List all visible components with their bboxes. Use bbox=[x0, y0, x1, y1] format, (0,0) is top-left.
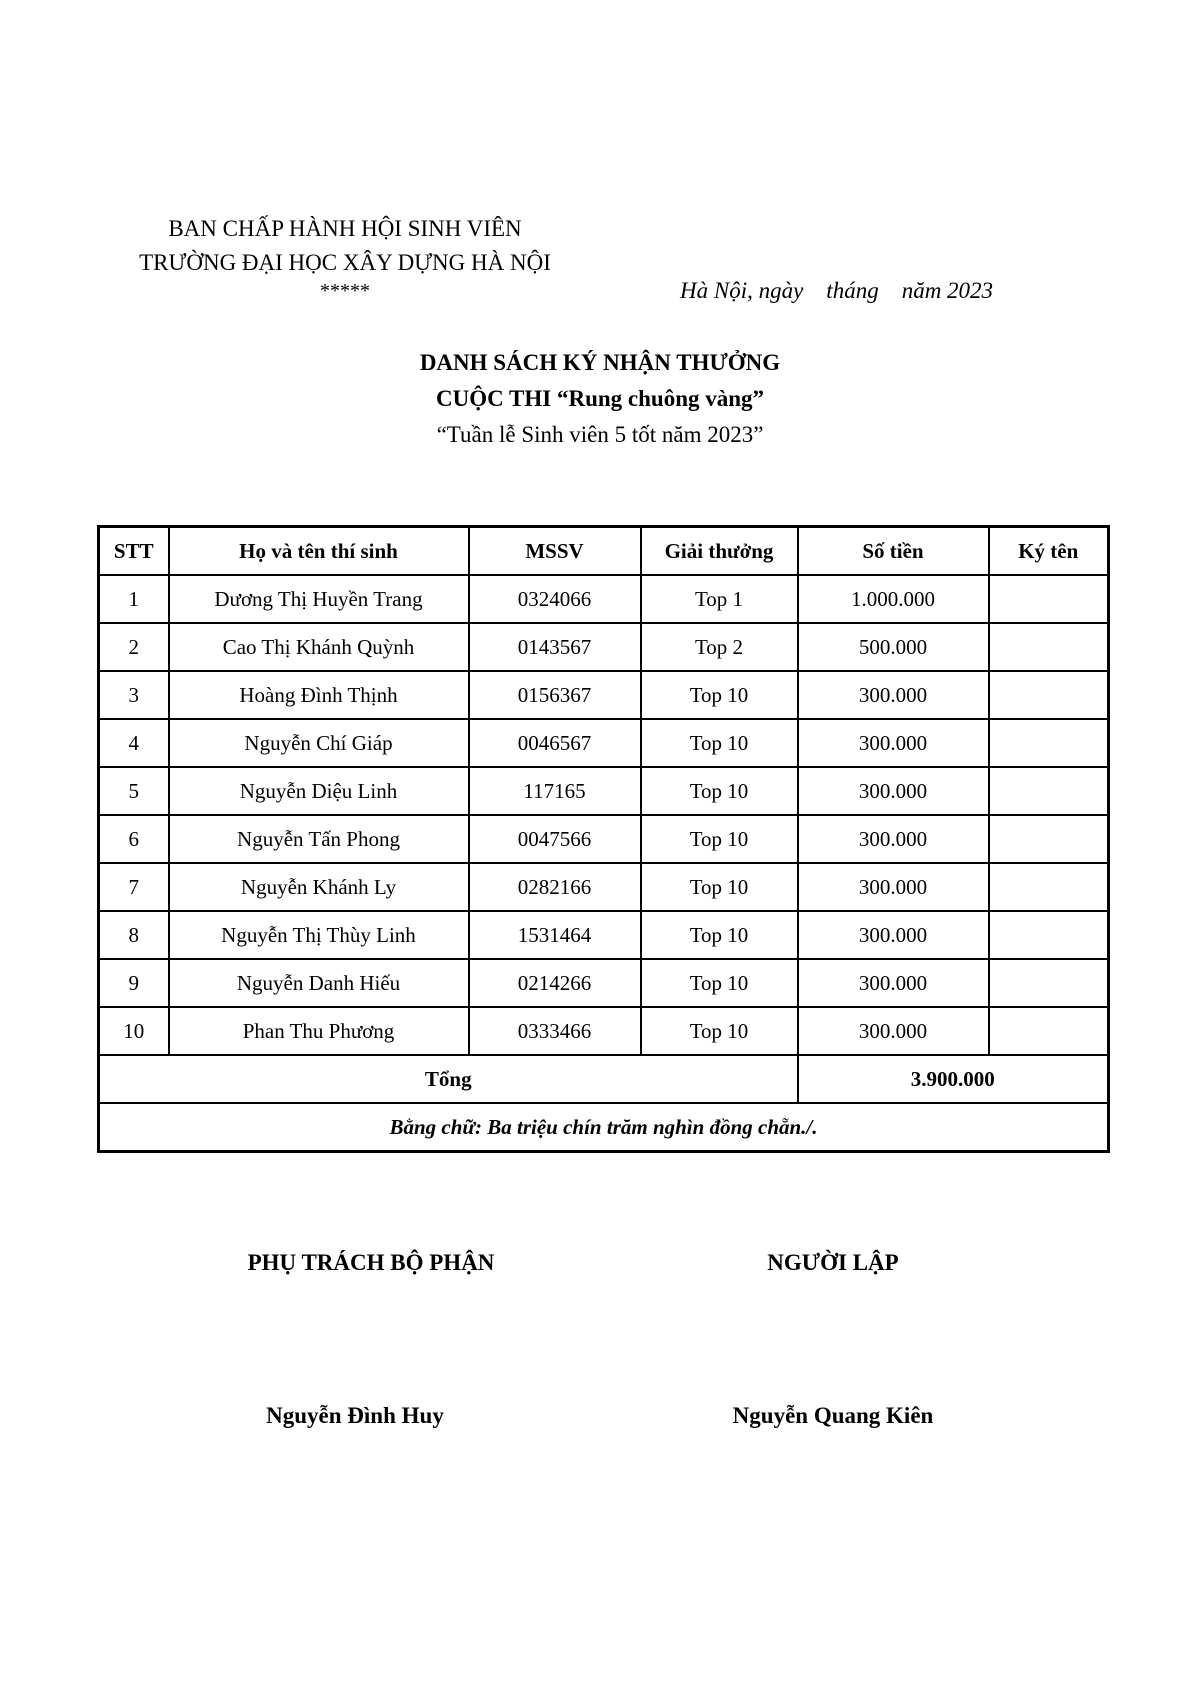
cell-stt: 10 bbox=[99, 1007, 169, 1055]
table-row bbox=[99, 911, 1109, 959]
table-row bbox=[99, 1007, 1109, 1055]
cell-stt: 3 bbox=[99, 671, 169, 719]
cell-amount: 300.000 bbox=[798, 815, 989, 863]
cell-mssv: 0282166 bbox=[469, 863, 641, 911]
table-row bbox=[99, 959, 1109, 1007]
awards-table bbox=[97, 525, 1110, 1153]
cell-mssv: 0324066 bbox=[469, 575, 641, 623]
cell-award: Top 10 bbox=[641, 863, 798, 911]
cell-name: Nguyễn Thị Thùy Linh bbox=[169, 911, 469, 959]
header-award: Giải thưởng bbox=[641, 527, 798, 576]
cell-award: Top 2 bbox=[641, 623, 798, 671]
table-row bbox=[99, 623, 1109, 671]
cell-signature bbox=[989, 911, 1109, 959]
cell-amount: 300.000 bbox=[798, 767, 989, 815]
preparer-name: Nguyễn Quang Kiên bbox=[732, 1403, 934, 1428]
document-title: DANH SÁCH KÝ NHẬN THƯỞNG bbox=[419, 350, 781, 375]
cell-amount: 300.000 bbox=[798, 671, 989, 719]
department-head-title: PHỤ TRÁCH BỘ PHẬN bbox=[247, 1250, 495, 1275]
cell-award: Top 1 bbox=[641, 575, 798, 623]
cell-mssv: 0143567 bbox=[469, 623, 641, 671]
total-value: 3.900.000 bbox=[798, 1055, 1109, 1103]
cell-amount: 300.000 bbox=[798, 863, 989, 911]
total-row bbox=[99, 1055, 1109, 1103]
cell-award: Top 10 bbox=[641, 815, 798, 863]
cell-mssv: 0333466 bbox=[469, 1007, 641, 1055]
document-date: Hà Nội, ngày tháng năm 2023 bbox=[680, 278, 994, 303]
cell-signature bbox=[989, 815, 1109, 863]
cell-signature bbox=[989, 863, 1109, 911]
cell-stt: 7 bbox=[99, 863, 169, 911]
cell-name: Nguyễn Chí Giáp bbox=[169, 719, 469, 767]
table-header-row bbox=[99, 527, 1109, 576]
header-amount: Số tiền bbox=[798, 527, 989, 576]
cell-name: Nguyễn Khánh Ly bbox=[169, 863, 469, 911]
cell-name: Phan Thu Phương bbox=[169, 1007, 469, 1055]
cell-award: Top 10 bbox=[641, 959, 798, 1007]
cell-signature bbox=[989, 671, 1109, 719]
cell-award: Top 10 bbox=[641, 911, 798, 959]
cell-award: Top 10 bbox=[641, 719, 798, 767]
cell-name: Nguyễn Diệu Linh bbox=[169, 767, 469, 815]
cell-name: Nguyễn Tấn Phong bbox=[169, 815, 469, 863]
preparer-title: NGƯỜI LẬP bbox=[767, 1250, 899, 1275]
table-row bbox=[99, 815, 1109, 863]
cell-amount: 300.000 bbox=[798, 1007, 989, 1055]
cell-stt: 6 bbox=[99, 815, 169, 863]
cell-mssv: 0047566 bbox=[469, 815, 641, 863]
cell-name: Hoàng Đình Thịnh bbox=[169, 671, 469, 719]
cell-award: Top 10 bbox=[641, 767, 798, 815]
cell-mssv: 0214266 bbox=[469, 959, 641, 1007]
cell-stt: 5 bbox=[99, 767, 169, 815]
amount-in-words: Bằng chữ: Ba triệu chín trăm nghìn đồng chẵn./. bbox=[99, 1103, 1109, 1152]
cell-mssv: 117165 bbox=[469, 767, 641, 815]
cell-signature bbox=[989, 575, 1109, 623]
org-separator: ***** bbox=[320, 280, 370, 302]
cell-amount: 300.000 bbox=[798, 719, 989, 767]
cell-stt: 2 bbox=[99, 623, 169, 671]
table-row bbox=[99, 671, 1109, 719]
cell-amount: 1.000.000 bbox=[798, 575, 989, 623]
table-row bbox=[99, 863, 1109, 911]
cell-stt: 8 bbox=[99, 911, 169, 959]
cell-name: Cao Thị Khánh Quỳnh bbox=[169, 623, 469, 671]
org-line-1: BAN CHẤP HÀNH HỘI SINH VIÊN bbox=[168, 216, 522, 241]
header-mssv: MSSV bbox=[469, 527, 641, 576]
cell-amount: 300.000 bbox=[798, 959, 989, 1007]
table-row bbox=[99, 767, 1109, 815]
cell-signature bbox=[989, 959, 1109, 1007]
header-name: Họ và tên thí sinh bbox=[169, 527, 469, 576]
contest-name: CUỘC THI “Rung chuông vàng” bbox=[435, 386, 765, 411]
cell-name: Nguyễn Danh Hiếu bbox=[169, 959, 469, 1007]
cell-stt: 9 bbox=[99, 959, 169, 1007]
cell-mssv: 0156367 bbox=[469, 671, 641, 719]
header-signature: Ký tên bbox=[989, 527, 1109, 576]
cell-award: Top 10 bbox=[641, 671, 798, 719]
table-row bbox=[99, 575, 1109, 623]
cell-name: Dương Thị Huyền Trang bbox=[169, 575, 469, 623]
cell-mssv: 0046567 bbox=[469, 719, 641, 767]
org-line-2: TRƯỜNG ĐẠI HỌC XÂY DỰNG HÀ NỘI bbox=[139, 250, 551, 275]
cell-signature bbox=[989, 719, 1109, 767]
department-head-name: Nguyễn Đình Huy bbox=[266, 1403, 444, 1428]
cell-mssv: 1531464 bbox=[469, 911, 641, 959]
cell-amount: 500.000 bbox=[798, 623, 989, 671]
cell-signature bbox=[989, 623, 1109, 671]
cell-stt: 4 bbox=[99, 719, 169, 767]
cell-signature bbox=[989, 767, 1109, 815]
header-stt: STT bbox=[99, 527, 169, 576]
total-label: Tổng bbox=[99, 1055, 798, 1103]
in-words-row bbox=[99, 1103, 1109, 1152]
event-name: “Tuần lễ Sinh viên 5 tốt năm 2023” bbox=[436, 422, 764, 447]
cell-award: Top 10 bbox=[641, 1007, 798, 1055]
cell-stt: 1 bbox=[99, 575, 169, 623]
cell-signature bbox=[989, 1007, 1109, 1055]
cell-amount: 300.000 bbox=[798, 911, 989, 959]
table-row bbox=[99, 719, 1109, 767]
